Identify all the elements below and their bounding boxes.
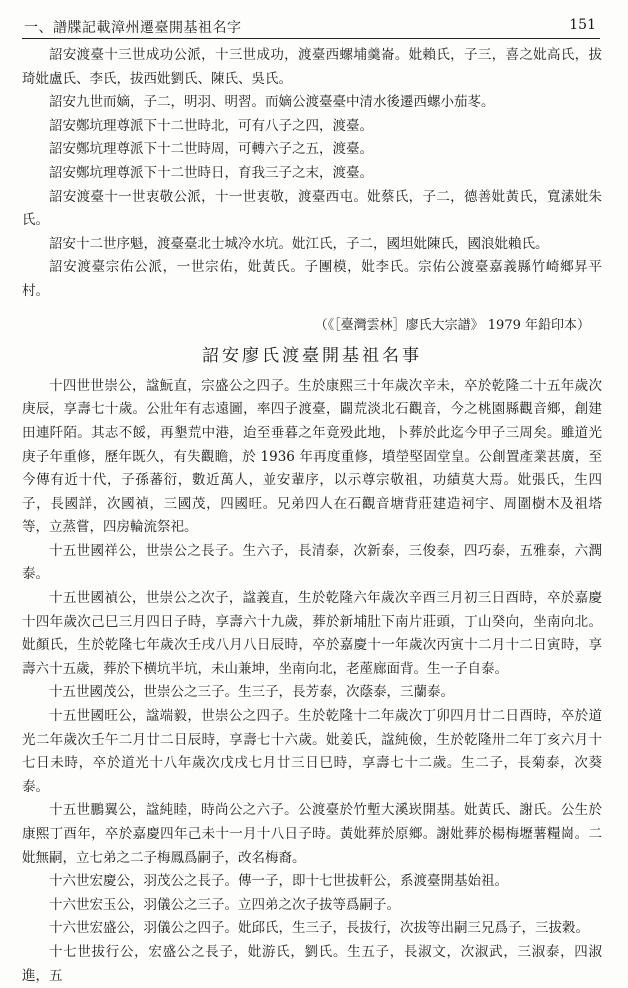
paragraph: 十六世宏玉公，羽儀公之三子。立四弟之次子拔等爲嗣子。 bbox=[49, 896, 400, 913]
paragraph: 詔安鄭坑理尊派下十二世時北，可有八子之四，渡臺。 bbox=[49, 117, 373, 134]
paragraph: 詔安鄭坑理尊派下十二世時周，可轉六子之五，渡臺。 bbox=[49, 141, 373, 158]
paragraph: 十五世國禎公，世崇公之次子，諡義直，生於乾隆六年歲次辛酉三月初三日酉時，卒於嘉慶十四年歲次己巳三月四日子時，享壽六十九歲，葬於新埔肚下南片莊頭，丁山癸向，坐南向北。妣顏氏，生於乾隆七年歲次壬戌八月八日辰時，卒於嘉慶十一年歲次丙寅十二月十二日寅時，享壽六十五歲，葬於下横坑半坑，未山兼坤，坐南向北，老蓙廊面背。生一子自泰。 bbox=[22, 590, 602, 677]
paragraph: 十五世國茂公，世崇公之三子。生三子，長芳泰，次蔭泰，三蘭泰。 bbox=[49, 684, 454, 701]
paragraph: 十五世國旺公，諡端毅，世崇公之四子。生於乾隆十二年歲次丁卯四月廿二日酉時，卒於道光二年歲次壬午二月廿二日辰時，享壽七十六歲。妣姜氏，諡純儉，生於乾隆卅二年丁亥六月十七日未時，卒於道光十八年歲次戊戌七月廿三日巳時，享壽七十二歲。生二子，長菊泰，次葵泰。 bbox=[22, 708, 602, 795]
paragraph: 詔安十二世序魁，渡臺臺北士城冷水坑。妣江氏，子二，國坦妣陳氏，國浪妣賴氏。 bbox=[49, 235, 549, 252]
paragraph: 詔安渡臺十一世衷敬公派，十一世衷敬，渡臺西屯。妣蔡氏，子二，德善妣黃氏，寬溸妣朱氏。 bbox=[22, 188, 602, 229]
paragraph: 十六世宏盛公，羽儀公之四子。妣邱氏，生三子，長拔行，次拔等出嗣三兄爲子，三拔穀。 bbox=[49, 920, 589, 937]
paragraph: 十五世鵬翼公，諡純睦，時尚公之六子。公渡臺於竹塹大溪崁開基。妣黃氏、謝氏。公生於康熙丁酉年，卒於嘉慶四年己未十一月十八日子時。黃妣葬於原鄉。謝妣葬於楊梅壢薯糧崗。二妣無嗣，立七弟之二子梅鳳爲嗣子，改名梅裔。 bbox=[22, 802, 602, 866]
paragraph: 十六世宏慶公，羽茂公之長子。傳一子，即十七世拔軒公，系渡臺開基始祖。 bbox=[49, 873, 508, 890]
paragraph: 詔安渡臺十三世成功公派，十三世成功，渡臺西螺埔羹崙。妣賴氏，子三，喜之妣高氏，拔琦妣盧氏、李氏，拔西妣劉氏、陳氏、吳氏。 bbox=[22, 47, 602, 87]
article-title: 詔安廖氏渡臺開基祖名事 bbox=[202, 346, 422, 367]
paragraph: 十五世國祥公，世崇公之長子。生六子，長清泰，次新泰，三俊泰，四巧泰，五雅泰，六潤泰。 bbox=[22, 542, 602, 583]
page-body bbox=[22, 44, 602, 988]
paragraph: 詔安九世而嫡，子二，明羽、明習。而嫡公渡臺臺中清水後遷西螺小茄苳。 bbox=[49, 94, 495, 111]
source-citation: （《［臺灣雲林］廖氏大宗譜》 1979 年鉛印本） bbox=[314, 317, 590, 333]
running-title: 一、譜牒記載漳州遷臺開基祖名字 bbox=[24, 20, 242, 36]
paragraph: 十七世拔行公，宏盛公之長子，妣游氏，劉氏。生五子，長淑文，次淑武，三淑泰，四淑進，五 bbox=[22, 943, 602, 984]
page-number: 151 bbox=[569, 17, 596, 33]
paragraph: 十四世世崇公，諡魭直，宗盛公之四子。生於康熙三十年歲次辛未，卒於乾隆二十五年歲次庚辰，享壽七十歲。公壯年有志遠圖，率四子渡臺，闢荒淡北石觀音，今之桃園縣觀音鄉，創建田連阡陌。其志不餒，再墾荒中港，迨至垂暮之年竟殁此地，卜葬於此迄今甲子三周矣。雖道光庚子年重修，歷年既久，有失觀瞻，於 1936 年再度重修，墳塋堅固堂皇。公創置產業甚廣，至今傳有近十代，子孫蕃衍，數近萬人，並安輩序，以示尊宗敬祖，功績莫大焉。妣張氏，生四子，長國詳，次國禎，三國茂，四國旺。兄弟四人在石觀音塘背莊建造祠宇、周圍樹木及祖塔等，立蒸嘗，四房輪流祭祀。 bbox=[22, 377, 602, 536]
page-header bbox=[22, 14, 600, 39]
paragraph: 詔安渡臺宗佑公派，一世宗佑，妣黃氏。子團模，妣李氏。宗佑公渡臺嘉義縣竹崎鄉昇平村。 bbox=[22, 259, 602, 299]
paragraph: 詔安鄭坑理尊派下十二世時日，育我三子之末，渡臺。 bbox=[49, 164, 373, 181]
